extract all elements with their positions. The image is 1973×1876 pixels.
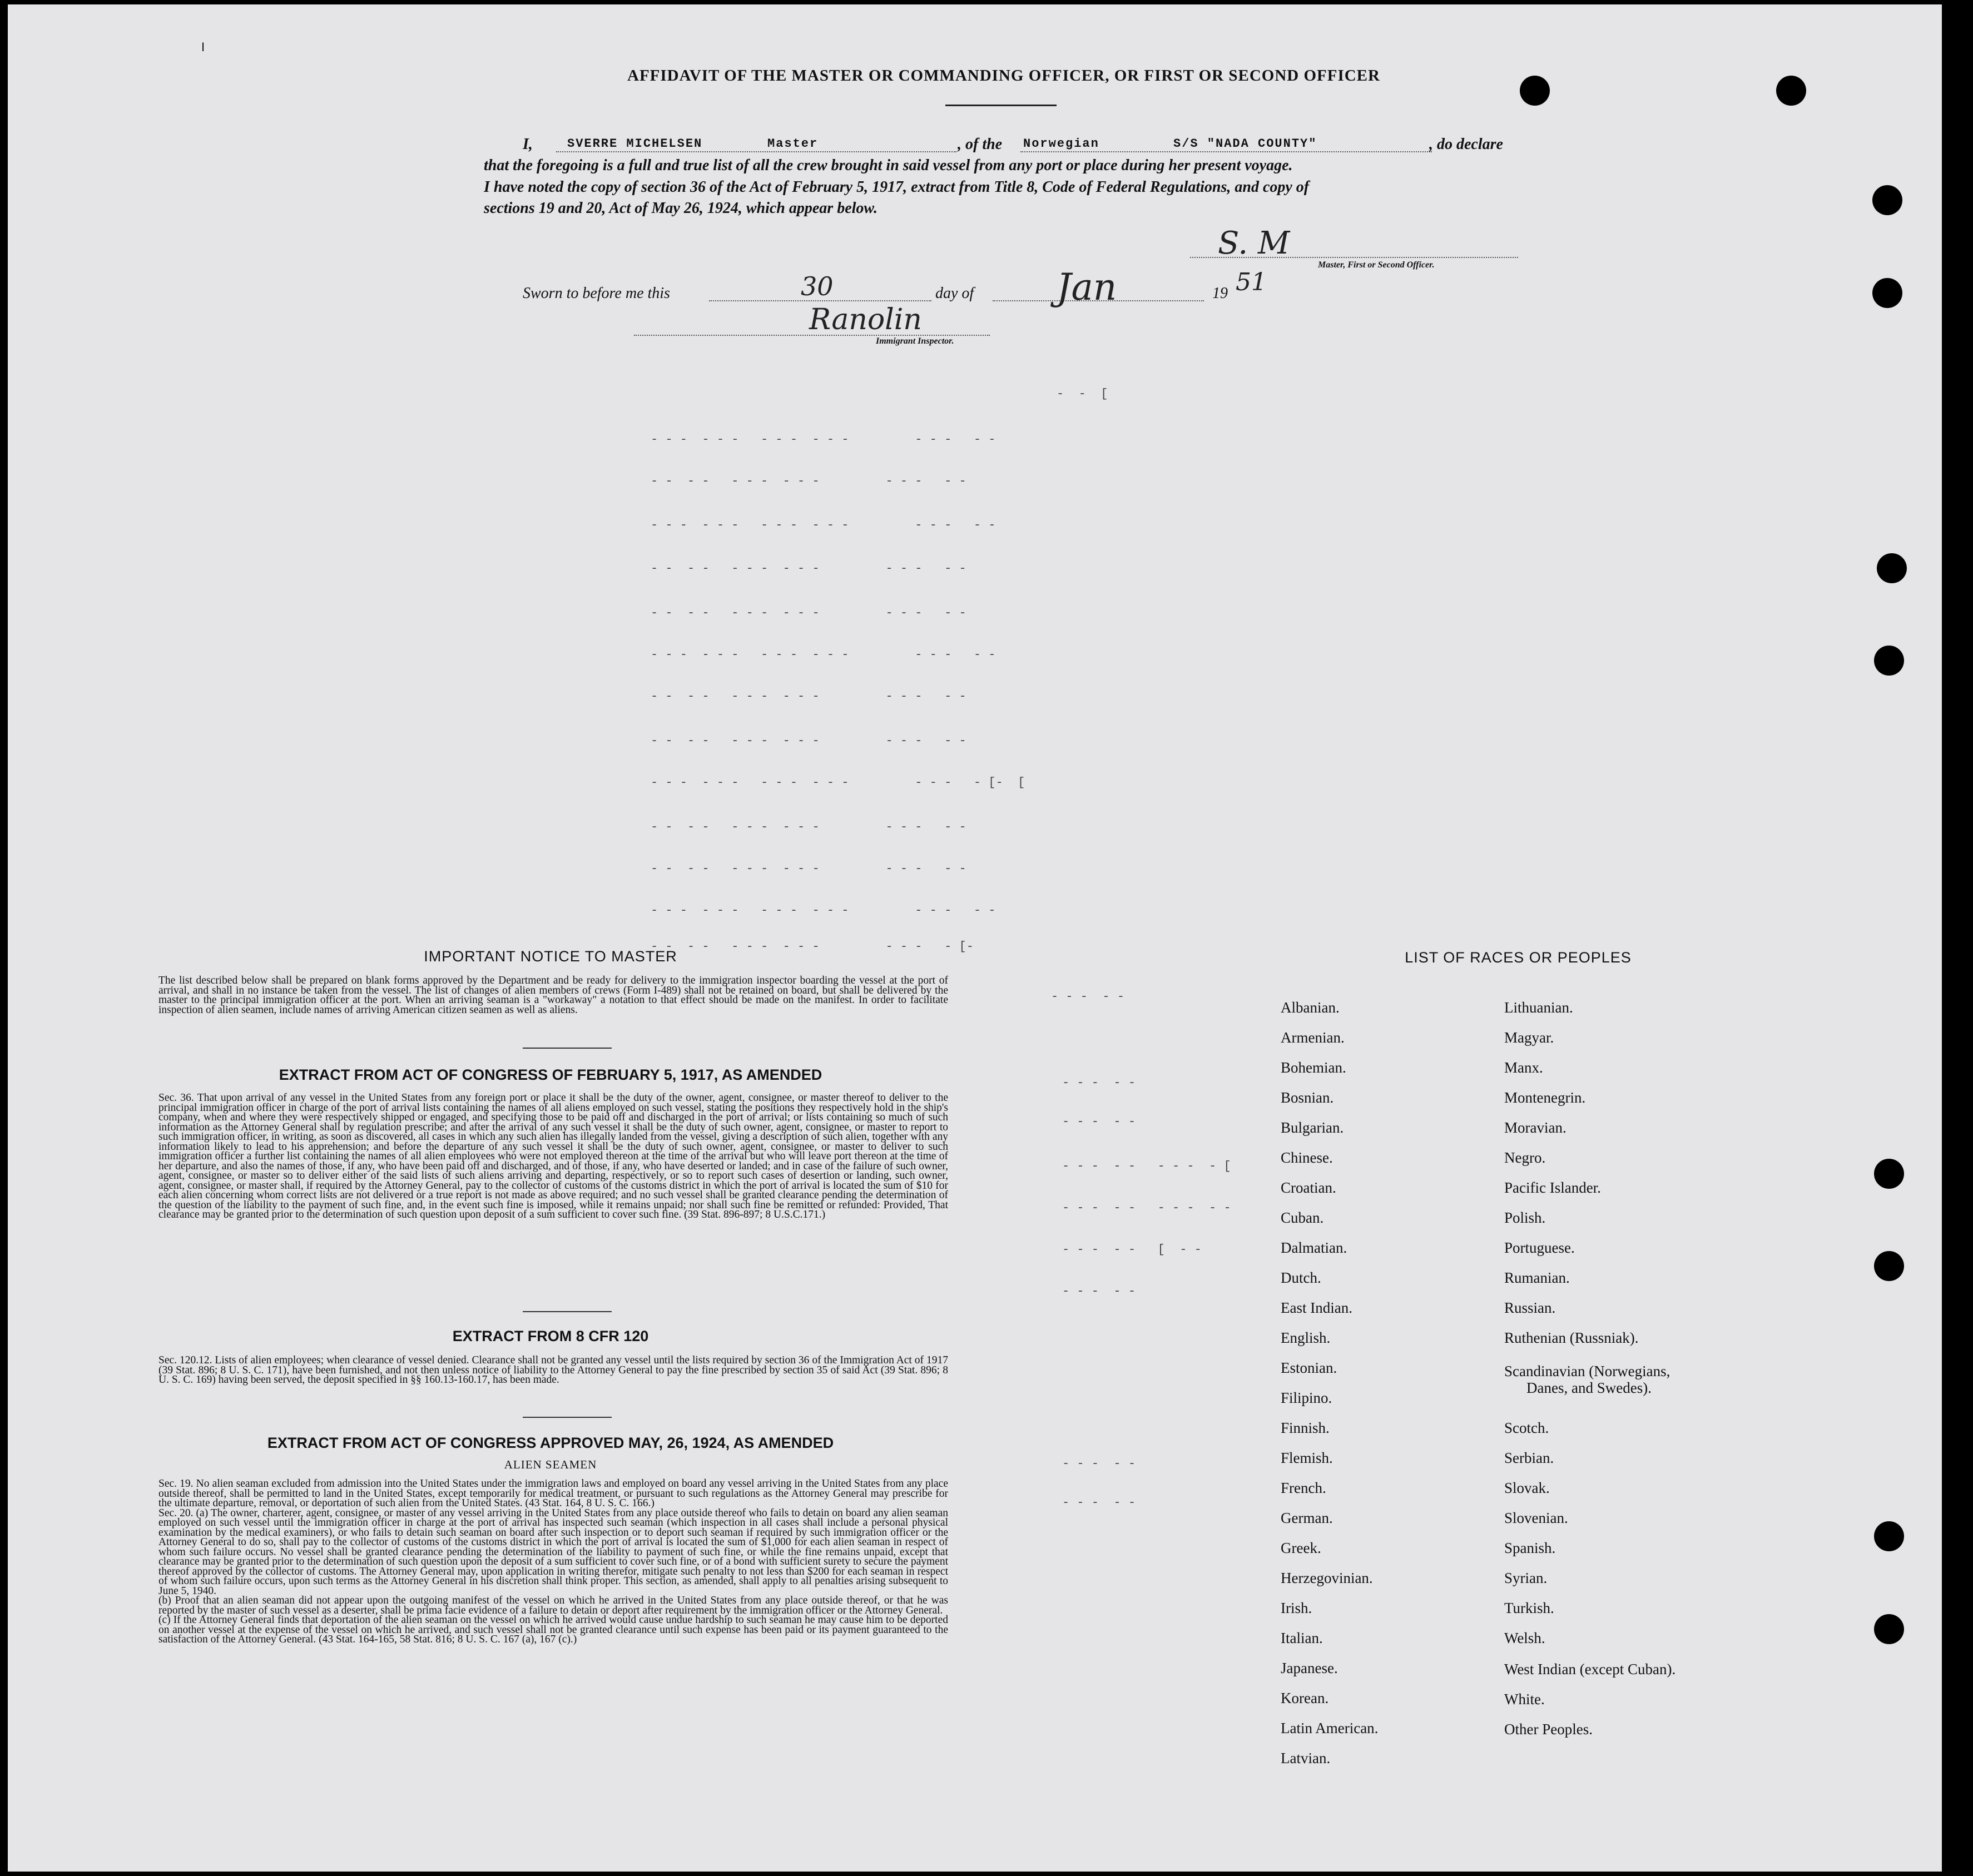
declaration-line-3: I have noted the copy of section 36 of the Act of February 5, 1917, extract from Title 8, Code of Federal Regulations, and copy of bbox=[484, 178, 1310, 196]
race-item: Montenegrin. bbox=[1504, 1089, 1586, 1106]
master-signature: S. M bbox=[1218, 225, 1290, 261]
race-item: Scotch. bbox=[1504, 1420, 1549, 1436]
affidavit-title: AFFIDAVIT OF THE MASTER OR COMMANDING OFFICER, OR FIRST OR SECOND OFFICER bbox=[627, 67, 1380, 85]
master-rank: Master bbox=[767, 137, 819, 151]
sworn-day: 30 bbox=[801, 271, 834, 301]
race-item: Flemish. bbox=[1281, 1450, 1333, 1466]
punch-hole bbox=[1874, 1251, 1904, 1281]
race-item: Russian. bbox=[1504, 1299, 1556, 1316]
race-item: Dalmatian. bbox=[1281, 1239, 1347, 1256]
race-item: Portuguese. bbox=[1504, 1239, 1575, 1256]
title-underline bbox=[945, 105, 1057, 106]
race-item: Bosnian. bbox=[1281, 1089, 1334, 1106]
race-item: Estonian. bbox=[1281, 1359, 1337, 1376]
declaration-line-4: sections 19 and 20, Act of May 26, 1924, which appear below. bbox=[484, 200, 878, 217]
name-field-line bbox=[556, 151, 956, 152]
extract-1917-heading: EXTRACT FROM ACT OF CONGRESS OF FEBRUARY 5, 1917, AS AMENDED bbox=[279, 1066, 822, 1083]
residue-mark: - - - - - - - - - - - - - - - - - bbox=[651, 648, 996, 662]
residue-mark: - - - - - - - - - - - - - - - - - bbox=[651, 433, 996, 446]
residue-mark: - - - - - bbox=[1062, 1496, 1136, 1510]
race-item: West Indian (except Cuban). bbox=[1504, 1661, 1676, 1678]
page-marker: I bbox=[201, 40, 205, 54]
race-item: Korean. bbox=[1281, 1690, 1329, 1706]
vessel-nationality: Norwegian bbox=[1023, 137, 1099, 151]
race-item: Irish. bbox=[1281, 1600, 1312, 1616]
race-item: Chinese. bbox=[1281, 1149, 1333, 1166]
race-item: Japanese. bbox=[1281, 1660, 1338, 1676]
punch-hole bbox=[1872, 185, 1902, 215]
extract-cfr-divider bbox=[523, 1417, 612, 1418]
residue-mark: - - [ bbox=[1057, 387, 1108, 401]
extract-1917-text: Sec. 36. That upon arrival of any vessel in the United States from any foreign port or place it shall be the duty of the owner, agent, consignee, or master thereof to deliver to the principal immigration officer in charge of the port of arrival lists containing the names of all aliens employed on such vessel, stating the positions they respectively hold in the ship's company, when and where they were respectively shipped or engaged, and specifying those to be paid off and discharged in the port of arrival; or lists containing so much of such information as the Attorney General shall by regulation prescribe; and after the arrival of any such vessel it shall be the duty of such owner, agent, consignee, or master to report to such immigration officer, in writing, as soon as discovered, all cases in which any such alien has illegally landed from the vessel, giving a description of such alien, together with any information likely to lead to his apprehension; and before the departure of any such vessel it shall be the duty of such owner, agent, consignee, or master to deliver to such immigration officer a further list containing the names of all alien employees who were not employed thereon at the time of the arrival but who will leave port thereon at the time of her departure, and also the names of those, if any, who have been paid off and discharged, and of those, if any, who have deserted or landed; and in case of the failure of such owner, agent, consignee, or master so to deliver either of the said lists of such aliens arriving and departing, respectively, or so to report such cases of desertion or landing, such owner, agent, consignee, or master shall, if required by the Attorney General, pay to the collector of customs of the customs district in which the port of arrival is located the sum of $10 for each alien concerning whom correct lists are not delivered or a true report is not made as above required; and no such vessel shall be granted clearance pending the determination of the question of the liability to the payment of such fine, and, in the event such fine is imposed, while it remains unpaid; nor shall such fine be remitted or refunded: Provided, That clearance may be granted prior to the determination of such question upon deposit of a sum sufficient to cover such fine. (39 Stat. 896-897; 8 U.S.C.171.) bbox=[158, 1092, 948, 1220]
race-item: Croatian. bbox=[1281, 1179, 1336, 1196]
punch-hole bbox=[1874, 1614, 1904, 1644]
declaration-line-2: that the foregoing is a full and true list of all the crew brought in said vessel from any port or place during her present voyage. bbox=[484, 157, 1293, 174]
race-item: Latvian. bbox=[1281, 1750, 1331, 1766]
residue-mark: - - - - - [ - - bbox=[1062, 1243, 1202, 1257]
residue-mark: - - - - - - - - - - - - - - - bbox=[651, 474, 966, 488]
extract-1924-heading: EXTRACT FROM ACT OF CONGRESS APPROVED MAY, 26, 1924, AS AMENDED bbox=[267, 1435, 834, 1451]
race-item: Herzegovinian. bbox=[1281, 1570, 1373, 1586]
sec19-text: Sec. 19. No alien seaman excluded from admission into the United States under the immigration laws and employed on board any vessel arriving in the United States from any place outside thereof, shall be permitted to land in the United States, except temporarily for medical treatment, or pursuant to such regulations as the Attorney General may prescribe for the ultimate departure, removal, or deportation of such alien from the United States. (43 Stat. 164, 8 U. S. C. 166.) bbox=[158, 1478, 948, 1509]
master-caption: Master, First or Second Officer. bbox=[1318, 260, 1435, 270]
notice-text: The list described below shall be prepared on blank forms approved by the Department and be ready for delivery to the immigration inspector boarding the vessel at the port of arrival, and shall in no instance be taken from the vessel. The list of changes of alien members of crews (Form I-489) shall not be retained on board, but shall be delivered by the master to the principal immigration officer at the port. When an arriving seaman is a "workaway" a notation to that effect should be made on the manifest. In order to facilitate inspection of alien seamen, include names of arriving American citizen seamen as well as aliens. bbox=[158, 975, 948, 1016]
race-item: English. bbox=[1281, 1329, 1331, 1346]
vessel-field-line bbox=[1020, 151, 1432, 152]
race-item: Other Peoples. bbox=[1504, 1721, 1593, 1738]
year-prefix: 19 bbox=[1212, 285, 1228, 302]
punch-hole bbox=[1872, 278, 1902, 308]
race-item: Scandinavian (Norwegians, bbox=[1504, 1363, 1670, 1379]
of-the-text: , of the bbox=[958, 136, 1003, 153]
race-item: Syrian. bbox=[1504, 1570, 1548, 1586]
race-item: Welsh. bbox=[1504, 1630, 1545, 1646]
inspector-signature-line bbox=[634, 335, 990, 336]
race-item: Finnish. bbox=[1281, 1420, 1330, 1436]
residue-mark: - - - - - - - - - - - - - - - - - bbox=[651, 904, 996, 917]
race-item: Italian. bbox=[1281, 1630, 1323, 1646]
race-item: Moravian. bbox=[1504, 1119, 1566, 1136]
race-item: Manx. bbox=[1504, 1059, 1543, 1076]
sec20a-text: Sec. 20. (a) The owner, charterer, agent, consignee, or master of any vessel arriving in the United States from any place outside thereof who fails to detain on board any alien seaman employed on such vessel until the immigration officer in charge at the port of arrival has inspected such seaman (which inspection in all cases shall include a personal physical examination by the medical examiners), or who fails to detain such seaman on board after such inspection or to deport such seaman if required by such immigration officer or the Attorney General to do so, shall pay to the collector of customs of the customs district in which the port of arrival is located the sum of $1,000 for each alien seaman in respect of whom such failure occurs. No vessel shall be granted clearance pending the determination of the liability to payment of such fine, or while the fine remains unpaid, except that clearance may be granted prior to the determination of such question upon the deposit of a sum sufficient to cover such fine, or of a bond with sufficient surety to secure the payment thereof approved by the collector of customs. The Attorney General may, upon application in writing therefor, mitigate such penalty to not less than $200 for each seaman in respect of whom such failure occurs, upon such terms as the Attorney General in his discretion shall think proper. This section, as amended, shall apply to all penalties arising subsequent to June 5, 1940. bbox=[158, 1507, 948, 1597]
race-item: Filipino. bbox=[1281, 1389, 1332, 1406]
residue-mark: - - - - - bbox=[1051, 990, 1125, 1004]
races-heading: LIST OF RACES OR PEOPLES bbox=[1405, 949, 1632, 966]
race-item: White. bbox=[1504, 1691, 1545, 1708]
race-item: Spanish. bbox=[1504, 1540, 1556, 1556]
race-item: Albanian. bbox=[1281, 999, 1340, 1016]
punch-hole bbox=[1520, 76, 1550, 106]
sworn-prefix: Sworn to before me this bbox=[523, 285, 670, 302]
residue-mark: - - - - - bbox=[1062, 1115, 1136, 1129]
race-item: Greek. bbox=[1281, 1540, 1321, 1556]
extract-1917-divider bbox=[523, 1311, 612, 1312]
vessel-name: S/S "NADA COUNTY" bbox=[1173, 137, 1317, 151]
race-item: Polish. bbox=[1504, 1209, 1546, 1226]
race-item: Rumanian. bbox=[1504, 1269, 1570, 1286]
punch-hole bbox=[1874, 1159, 1904, 1189]
race-item: French. bbox=[1281, 1480, 1326, 1496]
inspector-signature: Ranolin bbox=[809, 303, 922, 336]
race-item: Magyar. bbox=[1504, 1029, 1554, 1046]
notice-divider bbox=[523, 1048, 612, 1049]
extract-1924-text bbox=[158, 1479, 948, 1645]
residue-mark: - - - - - - - - - - - - - - - - - bbox=[651, 518, 996, 532]
race-item: Bulgarian. bbox=[1281, 1119, 1344, 1136]
race-item: Latin American. bbox=[1281, 1720, 1379, 1736]
race-item: Lithuanian. bbox=[1504, 999, 1573, 1016]
residue-mark: - - - - - - - - - - - - - - [- bbox=[651, 940, 974, 954]
sworn-month: Jan bbox=[1057, 266, 1117, 309]
race-item: East Indian. bbox=[1281, 1299, 1352, 1316]
residue-mark: - - - - - - - - - - - - - - - bbox=[651, 734, 966, 748]
race-item: Negro. bbox=[1504, 1149, 1546, 1166]
inspector-caption: Immigrant Inspector. bbox=[876, 336, 954, 346]
residue-mark: - - - - - bbox=[1062, 1284, 1136, 1298]
sec20c-text: (c) If the Attorney General finds that deportation of the alien seaman on the vessel on which he arrived would cause undue hardship to such seaman he may cause him to be deported on another vessel at the expense of the vessel on which he arrived, and such vessel shall not be granted clearance until such expense has been paid or its payment guaranteed to the satisfaction of the Attorney General. (43 Stat. 164-165, 58 Stat. 816; 8 U. S. C. 167 (a), 167 (c).) bbox=[158, 1614, 948, 1645]
punch-hole bbox=[1874, 646, 1904, 676]
race-item: German. bbox=[1281, 1510, 1333, 1526]
race-item: Pacific Islander. bbox=[1504, 1179, 1601, 1196]
race-item: Serbian. bbox=[1504, 1450, 1554, 1466]
declaration-prefix: I, bbox=[523, 136, 533, 153]
residue-mark: - - - - - - - - - [ bbox=[1062, 1159, 1231, 1173]
residue-mark: - - - - - - - - - - - - - - - bbox=[651, 862, 966, 876]
extract-cfr-text: Sec. 120.12. Lists of alien employees; when clearance of vessel denied. Clearance shall not be granted any vessel until the lists required by section 36 of the Immigration Act of 1917 (39 Stat. 896; 8 U. S. C. 171), have been furnished, and not then unless notice of liability to the Attorney General to pay the fine prescribed by section 35 of said Act (39 Stat. 896; 8 U. S. C. 169) having been served, the deposit specified in §§ 160.13-160.17, has been made. bbox=[158, 1354, 948, 1386]
residue-mark: - - - - - bbox=[1062, 1076, 1136, 1090]
race-item: Dutch. bbox=[1281, 1269, 1321, 1286]
residue-mark: - - - - - - - - - - - - - - - - [- [ bbox=[651, 776, 1025, 790]
extract-cfr-heading: EXTRACT FROM 8 CFR 120 bbox=[452, 1328, 649, 1344]
notice-heading: IMPORTANT NOTICE TO MASTER bbox=[424, 948, 677, 965]
punch-hole bbox=[1877, 553, 1907, 583]
master-name: SVERRE MICHELSEN bbox=[567, 137, 703, 151]
race-item: Slovak. bbox=[1504, 1480, 1550, 1496]
race-item: Cuban. bbox=[1281, 1209, 1324, 1226]
race-item: Ruthenian (Russniak). bbox=[1504, 1329, 1639, 1346]
race-item-continuation: Danes, and Swedes). bbox=[1526, 1379, 1652, 1396]
punch-hole bbox=[1874, 1521, 1904, 1551]
race-item: Armenian. bbox=[1281, 1029, 1345, 1046]
race-item: Turkish. bbox=[1504, 1600, 1554, 1616]
do-declare-text: , do declare bbox=[1429, 136, 1503, 153]
residue-mark: - - - - - - - - - - - - - - - bbox=[651, 562, 966, 575]
residue-mark: - - - - - bbox=[1062, 1457, 1136, 1471]
sec20b-text: (b) Proof that an alien seaman did not appear upon the outgoing manifest of the vessel on which he arrived in the United States from any place outside thereof, or that he was reported by the master of such vessel as a deserter, shall be prima facie evidence of a failure to detain or deport after requirement by the immigration officer or the Attorney General. bbox=[158, 1595, 948, 1616]
residue-mark: - - - - - - - - - - bbox=[1062, 1201, 1231, 1215]
extract-1924-subheading: ALIEN SEAMEN bbox=[504, 1458, 597, 1471]
punch-hole bbox=[1776, 76, 1806, 106]
year-suffix: 51 bbox=[1236, 268, 1267, 296]
residue-mark: - - - - - - - - - - - - - - - bbox=[651, 689, 966, 703]
residue-mark: - - - - - - - - - - - - - - - bbox=[651, 820, 966, 834]
day-of-text: day of bbox=[935, 285, 974, 302]
residue-mark: - - - - - - - - - - - - - - - bbox=[651, 606, 966, 620]
race-item: Slovenian. bbox=[1504, 1510, 1568, 1526]
master-signature-line bbox=[1190, 257, 1518, 258]
race-item: Bohemian. bbox=[1281, 1059, 1346, 1076]
